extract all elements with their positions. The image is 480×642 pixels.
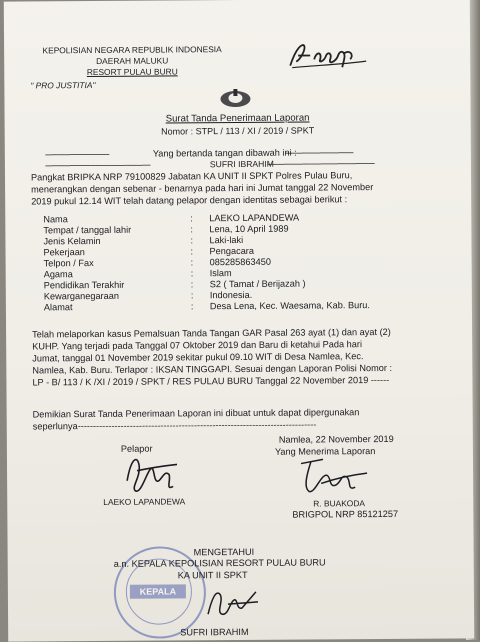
field-value: LAEKO LAPANDEWA	[209, 212, 300, 224]
field-value: Desa Lena, Kec. Waesama, Kab. Buru.	[209, 300, 370, 312]
receiver-signature	[293, 453, 373, 500]
acknowledged-label: MENGETAHUI	[193, 546, 255, 558]
institution-name: KEPOLISIAN NEGARA REPUBLIK INDONESIA	[42, 44, 222, 56]
document-title: Surat Tanda Penerimaan Laporan	[165, 112, 310, 125]
dash-line: ---------------------------------	[284, 147, 353, 158]
intro-line-3: 2019 pukul 12.14 WIT telah datang pelapor dengan identitas sebagai berikut :	[31, 194, 348, 207]
institution-unit: RESORT PULAU BURU	[86, 66, 178, 78]
field-colon: :	[190, 301, 194, 312]
field-label: Kewarganegaraan	[43, 290, 119, 302]
field-label: Jenis Kelamin	[43, 235, 101, 247]
field-label: Pendidikan Terakhir	[43, 279, 125, 291]
field-row	[5, 210, 471, 225]
field-colon: :	[190, 279, 194, 290]
receiver-title: Yang Menerima Laporan	[274, 446, 376, 457]
identity-table	[5, 210, 471, 313]
pro-justitia: " PRO JUSTITIA"	[30, 79, 96, 91]
field-label: Telpon / Fax	[43, 258, 94, 269]
field-value: Islam	[209, 268, 232, 279]
field-value: S2 ( Tamat / Berijazah )	[209, 278, 306, 290]
field-colon: :	[190, 235, 194, 246]
acknowledged-unit: KA UNIT II SPKT	[177, 569, 248, 581]
unit-head-signature	[198, 584, 268, 624]
receiver-name: R. BUAKODA	[313, 498, 365, 509]
handwritten-note	[284, 37, 374, 72]
field-colon: :	[190, 268, 194, 279]
place-date: Namlea, 22 November 2019	[278, 433, 394, 445]
document-number: Nomor : STPL / 113 / XI / 2019 / SPKT	[161, 125, 315, 137]
signed-by-text: Yang bertanda tangan dibawah ini :	[152, 147, 297, 159]
intro-line-1: Pangkat BRIPKA NRP 79100829 Jabatan KA UNIT II SPKT Polres Pulau Buru,	[30, 170, 353, 183]
document-page	[4, 0, 474, 642]
closing-line-2: seperlunya------------------------------------------------------------------------------	[32, 419, 317, 432]
field-value: 085285863450	[209, 256, 271, 268]
emblem-icon	[217, 86, 253, 110]
field-label: Agama	[43, 269, 73, 280]
officer-name: SUFRI IBRAHIM	[209, 158, 274, 170]
report-line-1: Telah melaporkan kasus Pemalsuan Tanda Tangan GAR Pasal 263 ayat (1) dan ayat (2)	[32, 326, 391, 340]
field-row	[6, 276, 472, 291]
reporter-title: Pelapor	[120, 443, 153, 454]
field-colon: :	[190, 246, 194, 257]
reporter-name: LAEKO LAPANDEWA	[103, 496, 186, 507]
field-colon: :	[190, 257, 194, 268]
report-line-3: Jumat, tanggal 01 November 2019 sekitar pukul 09.10 WIT di Desa Namlea, Kec.	[32, 351, 364, 364]
field-value: Pengacara	[209, 245, 255, 257]
report-line-2: KUHP. Yang terjadi pada Tanggal 07 Oktober 2019 dan Baru di ketahui Pada hari	[32, 339, 363, 352]
dash-line: ---------------------------------------------------	[44, 159, 150, 171]
intro-line-2: menerangkan dengan sebenar - benarnya pada hari ini Jumat tanggal 22 November	[31, 182, 374, 195]
receiver-rank: BRIGPOL NRP 85121257	[292, 508, 399, 520]
institution-region: DAERAH MALUKU	[96, 55, 169, 66]
field-value: Laki-laki	[209, 234, 244, 246]
dash-line: ----------------------------------------------------	[266, 158, 375, 169]
field-value: Indonesia.	[209, 289, 253, 301]
unit-head-name: SUFRI IBRAHIM	[180, 626, 249, 638]
field-label: Nama	[43, 214, 68, 225]
dash-line: -------------------------------	[44, 148, 109, 160]
field-label: Tempat / tanggal lahir	[43, 224, 132, 236]
field-value: Lena, 10 April 1989	[209, 223, 289, 235]
reporter-signature	[117, 450, 187, 500]
closing-line-1: Demikian Surat Tanda Penerimaan Laporan ini dibuat untuk dapat dipergunakan	[32, 407, 360, 420]
report-line-5: LP - B/ 113 / K /XI / 2019 / SPKT / RES PULAU BURU Tanggal 22 November 2019 ------	[32, 374, 390, 388]
report-line-4: Namlea, Kab. Buru. Terlapor : IKSAN TINGGAPI. Sesuai dengan Laporan Polisi Nomor :	[32, 362, 393, 376]
official-stamp: KEPALA	[114, 546, 207, 639]
field-label: Pekerjaan	[43, 247, 85, 258]
field-colon: :	[190, 213, 193, 224]
field-colon: :	[190, 290, 194, 301]
field-colon: :	[190, 224, 193, 235]
acknowledged-on-behalf: a.n. KEPALA KEPOLISIAN RESORT PULAU BURU	[113, 557, 326, 569]
field-label: Alamat	[43, 302, 73, 313]
